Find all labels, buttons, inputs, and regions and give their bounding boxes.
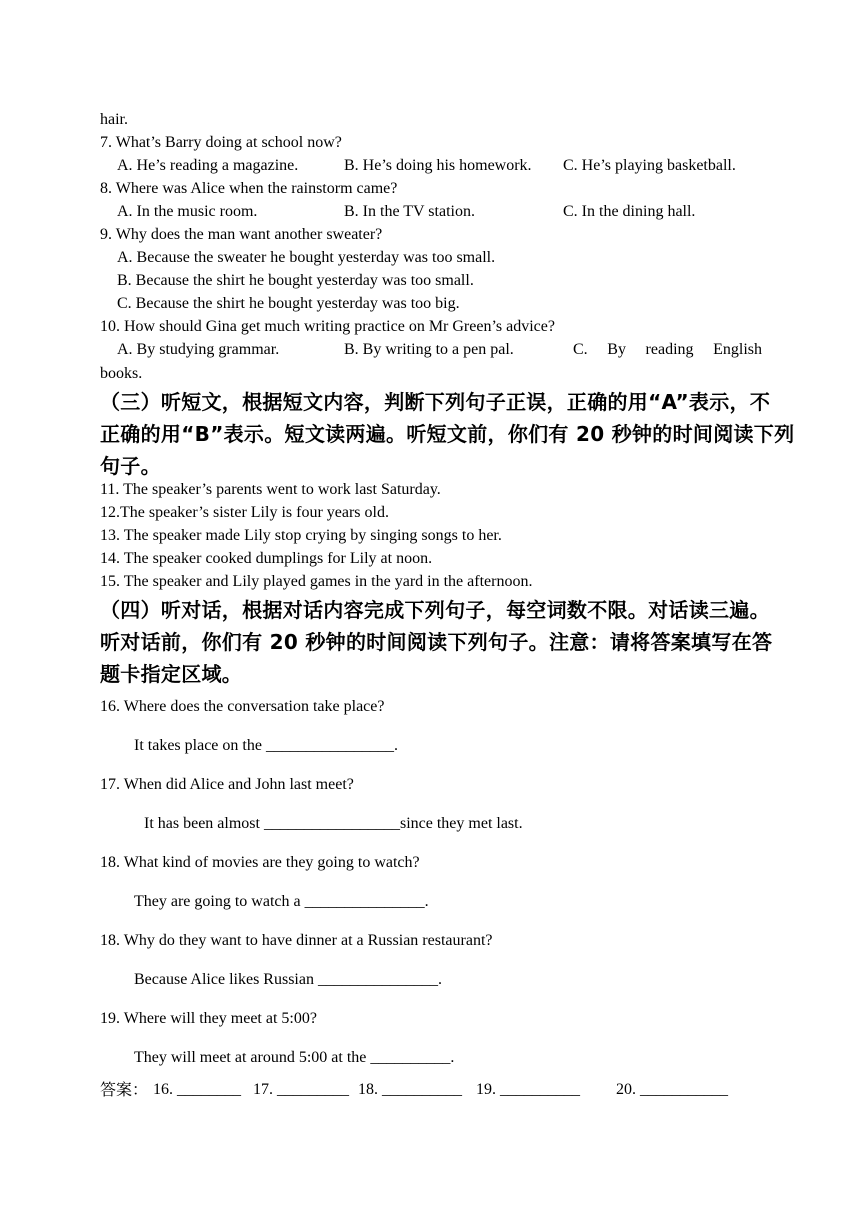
question-19: 19. Where will they meet at 5:00? (100, 1010, 317, 1027)
question-16: 16. Where does the conversation take place? (100, 698, 385, 715)
q10-option-c-word: English (713, 341, 762, 358)
q10-option-b: B. By writing to a pen pal. (344, 341, 514, 358)
q7-option-b: B. He’s doing his homework. (344, 157, 532, 174)
question-18: 18. What kind of movies are they going to watch? (100, 854, 420, 871)
answer-line-17: It has been almost _________________since they met last. (144, 815, 523, 832)
answer-blank-17: 17. _________ (253, 1081, 349, 1098)
question-9: 9. Why does the man want another sweater? (100, 226, 383, 243)
q7-option-c: C. He’s playing basketball. (563, 157, 736, 174)
section-3-heading-line-3: 句子。 (100, 454, 161, 478)
statement-13: 13. The speaker made Lily stop crying by singing songs to her. (100, 527, 502, 544)
answer-line-18: They are going to watch a _______________. (134, 893, 429, 910)
statement-14: 14. The speaker cooked dumplings for Lily at noon. (100, 550, 433, 567)
q9-option-b: B. Because the shirt he bought yesterday was too small. (117, 272, 474, 289)
statement-11: 11. The speaker’s parents went to work last Saturday. (100, 481, 441, 498)
section-4-heading-line-3: 题卡指定区域。 (100, 662, 243, 686)
q7-option-a: A. He’s reading a magazine. (117, 157, 299, 174)
answer-blank-19: 19. __________ (476, 1081, 580, 1098)
q8-option-c: C. In the dining hall. (563, 203, 696, 220)
question-7: 7. What’s Barry doing at school now? (100, 134, 342, 151)
answer-line-18b: Because Alice likes Russian _______________. (134, 971, 442, 988)
answer-line-19: They will meet at around 5:00 at the __________. (134, 1049, 455, 1066)
section-3-heading-line-2: 正确的用“B”表示。短文读两遍。听短文前，你们有 20 秒钟的时间阅读下列 (100, 422, 795, 446)
section-4-heading-line-2: 听对话前，你们有 20 秒钟的时间阅读下列句子。注意：请将答案填写在答 (100, 630, 773, 654)
question-8: 8. Where was Alice when the rainstorm came? (100, 180, 398, 197)
q8-option-b: B. In the TV station. (344, 203, 475, 220)
q10-option-c-word: By (607, 341, 626, 358)
top-fragment: hair. (100, 111, 128, 128)
section-3-heading-line-1: （三）听短文，根据短文内容，判断下列句子正误，正确的用“A”表示，不 (100, 390, 771, 414)
q9-option-c: C. Because the shirt he bought yesterday was too big. (117, 295, 460, 312)
answer-blank-16: 16. ________ (153, 1081, 241, 1098)
statement-12: 12.The speaker’s sister Lily is four years old. (100, 504, 389, 521)
section-4-heading-line-1: （四）听对话，根据对话内容完成下列句子，每空词数不限。对话读三遍。 (100, 598, 770, 622)
q10-option-c-word: C. (573, 341, 588, 358)
answer-line-16: It takes place on the ________________. (134, 737, 398, 754)
question-10: 10. How should Gina get much writing practice on Mr Green’s advice? (100, 318, 555, 335)
q10-option-c-word: reading (645, 341, 694, 358)
answer-blank-20: 20. ___________ (616, 1081, 728, 1098)
answers-label: 答案： (100, 1080, 149, 1099)
question-18b: 18. Why do they want to have dinner at a Russian restaurant? (100, 932, 493, 949)
q10-option-c (573, 340, 762, 360)
q9-option-a: A. Because the sweater he bought yesterday was too small. (117, 249, 496, 266)
answer-blank-18: 18. __________ (358, 1081, 462, 1098)
statement-15: 15. The speaker and Lily played games in the yard in the afternoon. (100, 573, 533, 590)
q8-option-a: A. In the music room. (117, 203, 258, 220)
q10-option-a: A. By studying grammar. (117, 341, 280, 358)
question-17: 17. When did Alice and John last meet? (100, 776, 354, 793)
q10-option-c-wrap: books. (100, 365, 143, 382)
